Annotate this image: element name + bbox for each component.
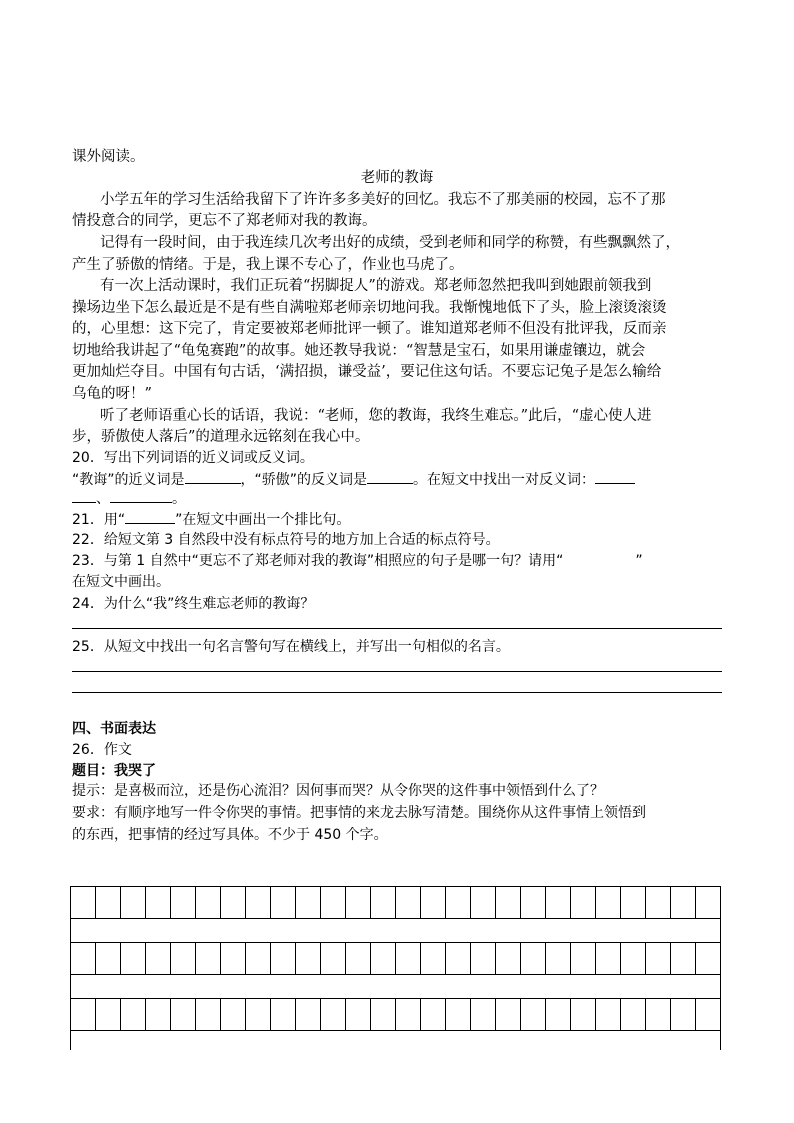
grid-row (71, 999, 721, 1031)
writing-requirement-1: 要求：有顺序地写一件令你哭的事情。把事情的来龙去脉写清楚。围绕你从这件事情上领悟到 (72, 805, 646, 821)
q23 (72, 551, 643, 571)
para2-line1: 记得有一段时间，由于我连续几次考出好的成绩，受到老师和同学的称赞，有些飘飘然了， (100, 235, 680, 251)
q23-line2: 在短文中画出。 (72, 574, 170, 590)
q20-blank-antonym[interactable] (367, 469, 413, 484)
q23-wavy-line-mark (563, 553, 635, 565)
q20-part3: 。在短文中找出一对反义词： (413, 472, 596, 488)
q20-end: 。 (172, 491, 186, 507)
q21-blank-mark[interactable] (125, 509, 175, 524)
q25: 25．从短文中找出一句名言警句写在横线上，并写出一句相似的名言。 (72, 639, 510, 655)
para1-line1: 小学五年的学习生活给我留下了许许多多美好的回忆。我忘不了那美丽的校园，忘不了那 (100, 192, 666, 208)
writing-requirement-2: 的东西，把事情的经过写具体。不少于 450 个字。 (72, 827, 388, 843)
q20-blank-pair-a[interactable] (595, 469, 635, 484)
writing-item: 26．作文 (72, 742, 132, 758)
para3-line6: 乌龟的呀！” (72, 386, 152, 402)
q20-prompt (72, 469, 635, 490)
q20-title: 20．写出下列词语的近义词或反义词。 (72, 450, 314, 466)
q20-blank-pair-a-cont[interactable] (72, 488, 96, 503)
q25-answer-line-1[interactable] (72, 671, 722, 672)
q24-answer-line[interactable] (72, 628, 722, 629)
q20-prompt-cont (72, 488, 186, 509)
writing-topic (72, 761, 156, 781)
para3-line2: 操场边坐下怎么最近是不是有些自满啦郑老师亲切地问我。我惭愧地低下了头，脸上滚烫滚烫 (72, 300, 667, 316)
section-title: 四、书面表达 (72, 721, 156, 737)
q20-blank-synonym[interactable] (185, 469, 241, 484)
grid-row (71, 943, 721, 975)
q22: 22．给短文第 3 自然段中没有标点符号的地方加上合适的标点符号。 (72, 532, 500, 548)
q23-prefix: 23．与第 1 自然中“更忘不了郑老师对我的教诲”相照应的句子是哪一句？请用“ (72, 553, 564, 569)
writing-hint: 提示：是喜极而泣，还是伤心流泪？因何事而哭？从令你哭的这件事中领悟到什么了？ (72, 783, 604, 799)
para1-line2: 情投意合的同学，更忘不了郑老师对我的教诲。 (72, 213, 377, 229)
topic-title: 我哭了 (114, 763, 156, 779)
q24: 24．为什么“我”终生难忘老师的教诲？ (72, 596, 315, 612)
para3-line3: 的，心里想：这下完了，肯定要被郑老师批评一顿了。谁知道郑老师不但没有批评我，反而亲 (72, 321, 667, 337)
para3-line1: 有一次上活动课时，我们正玩着“拐脚捉人”的游戏。郑老师忽然把我叫到她跟前领我到 (100, 278, 652, 294)
q21-prefix: 21．用“ (72, 512, 126, 528)
para2-line2: 产生了骄傲的情绪。于是，我上课不专心了，作业也马虎了。 (72, 257, 464, 273)
q20-part1: “教诲”的近义词是 (72, 472, 185, 488)
para4-line2: 步，骄傲使人落后”的道理永远铭刻在我心中。 (72, 429, 370, 445)
para3-line5: 更加灿烂夺目。中国有句古话，‘满招损，谦受益’，要记住这句话。不要忘记兔子是怎么输给 (72, 364, 662, 380)
grid-row (71, 887, 721, 919)
q25-answer-line-2[interactable] (72, 692, 722, 693)
reading-heading: 课外阅读。 (72, 149, 145, 165)
q20-separator: 、 (96, 491, 110, 507)
q21 (72, 509, 350, 530)
para4-line1: 听了老师语重心长的话语，我说：“老师，您的教诲，我终生难忘。”此后，“虚心使人进 (100, 408, 652, 424)
q21-suffix: ”在短文中画出一个排比句。 (175, 512, 351, 528)
composition-grid[interactable] (70, 886, 722, 1050)
q23-suffix: ” (635, 553, 643, 569)
topic-label: 题目： (72, 763, 114, 779)
passage-title: 老师的教诲 (360, 170, 434, 186)
para3-line4: 切地给我讲起了“龟兔赛跑”的故事。她还教导我说：“智慧是宝石，如果用谦虚镶边，就会 (72, 343, 646, 359)
q20-part2: ，“骄傲”的反义词是 (240, 472, 368, 488)
q20-blank-pair-b[interactable] (110, 488, 172, 503)
